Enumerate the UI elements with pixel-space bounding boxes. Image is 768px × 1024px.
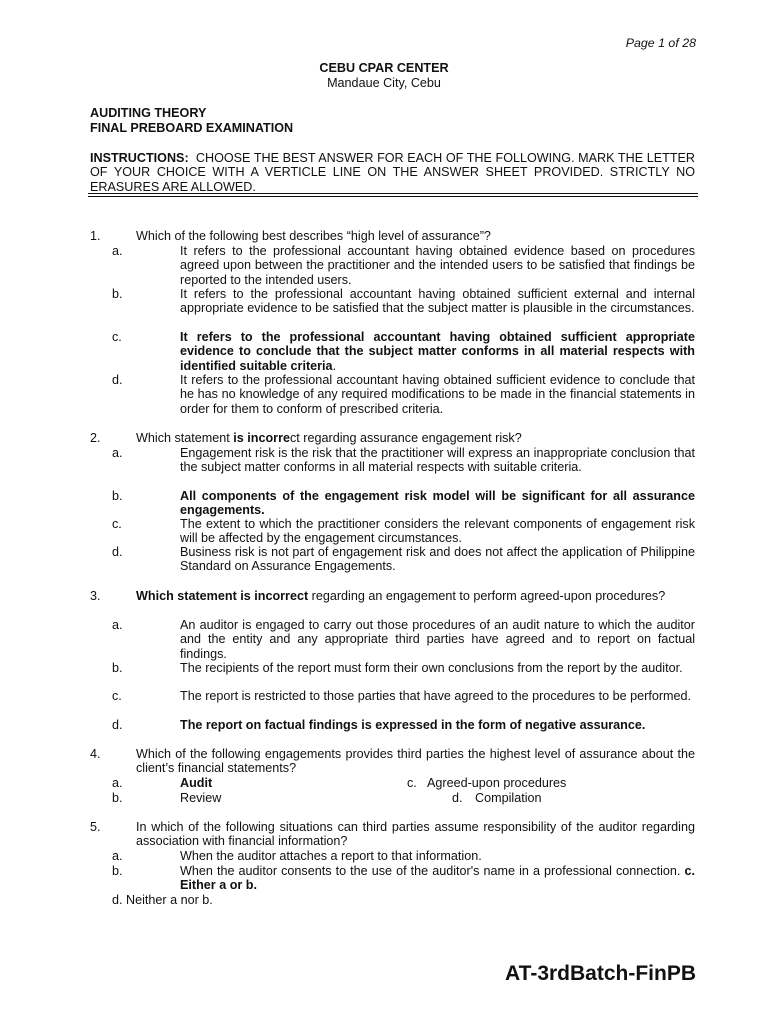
option-letter: d. xyxy=(112,545,123,559)
option-letter: a. xyxy=(112,849,123,863)
option-text: Agreed-upon procedures xyxy=(427,776,567,790)
question-number: 4. xyxy=(90,747,101,761)
organization-name: CEBU CPAR CENTER xyxy=(319,61,449,75)
correct-answer-text: c. Either a or b. xyxy=(180,864,696,893)
option-letter: d. xyxy=(112,373,123,387)
option-letter: b. xyxy=(112,287,123,301)
question-number: 3. xyxy=(90,589,101,603)
option-text-tail: . xyxy=(332,358,337,373)
question-text-emphasis: Which statement is incorrect xyxy=(136,589,309,603)
option-text: Business risk is not part of engagement risk and does not affect the application of Philippine Standard on Assurance Engagements. xyxy=(180,545,695,574)
divider-line xyxy=(88,196,698,197)
option-letter: b. xyxy=(112,864,123,878)
instructions-text: CHOOSE THE BEST ANSWER FOR EACH OF THE FOLLOWING. MARK THE LETTER OF YOUR CHOICE WITH A VERTICLE LINE ON THE ANSWER SHEET PROVIDED. STRICTLY NO ERASURES ARE ALLOWED. xyxy=(90,151,696,194)
question-text-post: regarding an engagement to perform agreed-upon procedures? xyxy=(308,589,666,603)
document-code: AT-3rdBatch-FinPB xyxy=(505,962,696,985)
question-text: Which of the following engagements provides third parties the highest level of assurance about the client’s financial statements? xyxy=(136,747,695,776)
organization-city: Mandaue City, Cebu xyxy=(327,76,441,90)
correct-answer-text: The report on factual findings is expressed in the form of negative assurance. xyxy=(180,718,646,732)
option-text: Review xyxy=(180,791,222,805)
option-letter: c. xyxy=(112,689,122,703)
divider-line xyxy=(88,193,698,194)
question-text xyxy=(136,431,695,445)
option-text: d. Neither a nor b. xyxy=(112,893,213,907)
page-number: Page 1 of 28 xyxy=(625,36,696,50)
option-letter: b. xyxy=(112,489,123,503)
option-text: An auditor is engaged to carry out those procedures of an audit nature to which the auditor and the entity and any appropriate third parties have agreed and to report on factual findings. xyxy=(180,618,695,661)
option-letter: a. xyxy=(112,244,123,258)
question-text xyxy=(136,589,695,603)
option-letter: c. xyxy=(407,776,417,790)
correct-answer-text: Audit xyxy=(180,776,213,790)
option-text: When the auditor attaches a report to that information. xyxy=(180,849,482,863)
option-text xyxy=(180,330,695,373)
option-text xyxy=(180,864,695,893)
option-letter: b. xyxy=(112,791,123,805)
question-text: In which of the following situations can third parties assume responsibility of the auditor regarding association with financial information? xyxy=(136,820,695,849)
subject-title: AUDITING THEORY xyxy=(90,106,207,120)
option-text: Engagement risk is the risk that the practitioner will express an inappropriate conclusion that the subject matter conforms in all material respects with suitable criteria. xyxy=(180,446,695,475)
option-text: It refers to the professional accountant having obtained sufficient evidence to conclude that he has no knowledge of any required modifications to be made in the financial statements in order for them to conform of prescribed criteria. xyxy=(180,373,695,416)
correct-answer-text: It refers to the professional accountant having obtained sufficient appropriate evidence to conclude that the subject matter conforms in all material respects with identified suitable criteria xyxy=(180,330,695,373)
option-letter: a. xyxy=(112,446,123,460)
question-number: 5. xyxy=(90,820,101,834)
question-text-emphasis: is incorre xyxy=(233,431,290,445)
option-text: The report is restricted to those parties that have agreed to the procedures to be performed. xyxy=(180,689,692,703)
option-text: It refers to the professional accountant having obtained evidence based on procedures agreed upon between the practitioner and the intended users to be satisfied that findings be reported to the intended users. xyxy=(180,244,695,287)
option-letter: d. xyxy=(452,791,463,805)
question-number: 1. xyxy=(90,229,101,243)
option-text: The recipients of the report must form their own conclusions from the report by the auditor. xyxy=(180,661,683,675)
correct-answer-text: All components of the engagement risk model will be significant for all assurance engagements. xyxy=(180,489,695,518)
instructions-label: INSTRUCTIONS: xyxy=(90,151,189,165)
option-letter: d. xyxy=(112,718,123,732)
option-b-text: When the auditor consents to the use of the auditor's name in a professional connection. xyxy=(180,864,681,878)
question-text: Which of the following best describes “high level of assurance”? xyxy=(136,229,491,243)
instructions xyxy=(90,151,695,194)
question-text-post: ct regarding assurance engagement risk? xyxy=(290,431,522,445)
option-letter: c. xyxy=(112,517,122,531)
option-letter: a. xyxy=(112,618,123,632)
option-letter: c. xyxy=(112,330,122,344)
option-letter: b. xyxy=(112,661,123,675)
option-text: Compilation xyxy=(475,791,542,805)
question-number: 2. xyxy=(90,431,101,445)
option-letter: a. xyxy=(112,776,123,790)
option-text: It refers to the professional accountant having obtained sufficient external and internal appropriate evidence to be satisfied that the subject matter is plausible in the circumstances. xyxy=(180,287,695,316)
exam-title: FINAL PREBOARD EXAMINATION xyxy=(90,121,294,135)
question-text-pre: Which statement xyxy=(136,431,234,445)
option-text: The extent to which the practitioner considers the relevant components of engagement risk will be affected by the engagement circumstances. xyxy=(180,517,695,546)
